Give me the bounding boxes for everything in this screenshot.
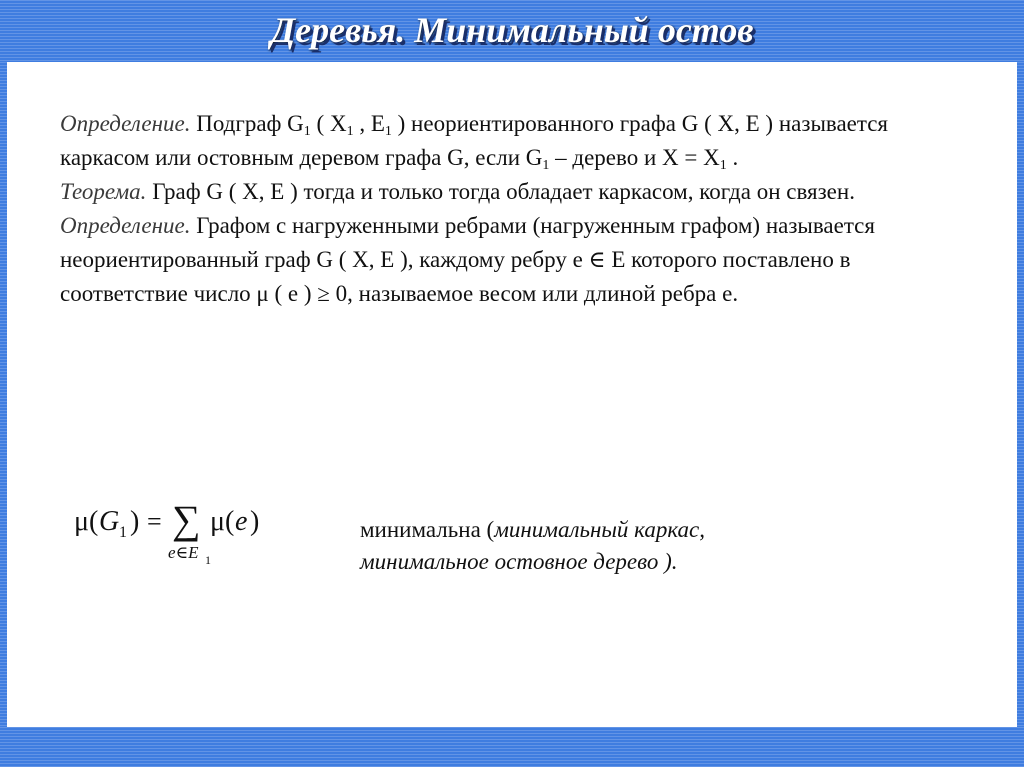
caption-italic-2: минимальное остовное дерево ). [360, 549, 678, 574]
formula-open-paren: ( [225, 506, 235, 537]
theorem-term: Теорема. [60, 179, 147, 204]
formula-caption [360, 514, 920, 578]
theorem-text: Граф G ( X, E ) тогда и только тогда обладает каркасом, когда он связен. [146, 179, 855, 204]
formula-mu: μ [74, 506, 90, 537]
definition-text-part: . [726, 145, 739, 170]
formula-mu: μ [210, 506, 226, 537]
slide-title: Деревья. Минимальный остов [270, 10, 754, 50]
caption-italic-1: минимальный каркас, [494, 517, 706, 542]
definition-text: Графом с нагруженными ребрами (нагруженным графом) называется неориентированный граф G ( X, E ), каждому ребру e ∈ E которого поставлено в соответствие число μ ( e ) ≥ 0, называемое весом или длиной ребра е. [60, 213, 875, 306]
subscript: 1 [346, 124, 354, 139]
right-border [1017, 62, 1024, 727]
left-border [0, 62, 7, 727]
subscript: 1 [719, 158, 727, 173]
definition-text-part: ) неориентированного графа G ( X, E ) называется каркасом или остовным деревом графа G, если G [60, 111, 888, 170]
slide-body [60, 107, 970, 311]
definition-spanning-tree [60, 107, 970, 175]
formula-open-paren: ( [89, 506, 99, 537]
definition-text-part: , E [353, 111, 385, 136]
subscript: 1 [303, 124, 311, 139]
formula-g-subscript: 1 [119, 524, 127, 541]
definition-term: Определение. [60, 111, 191, 136]
formula-close-paren: ) [250, 506, 260, 537]
weight-sum-formula [72, 498, 292, 578]
subscript: 1 [384, 124, 392, 139]
definition-text-part: Подграф G [190, 111, 304, 136]
subscript: 1 [542, 158, 550, 173]
definition-term: Определение. [60, 213, 191, 238]
formula-equals: = [147, 507, 162, 536]
footer-bar [0, 727, 1024, 767]
formula-e: e [235, 506, 248, 537]
definition-text-part: – дерево и X = X [549, 145, 720, 170]
definition-text-part: ( X [310, 111, 347, 136]
formula-sum-sign: ∑ [172, 498, 201, 542]
caption-text: минимальна ( [360, 517, 495, 542]
theorem-connectivity [60, 175, 970, 209]
formula-sum-index-subscript: 1 [205, 553, 211, 567]
formula-g: G [99, 506, 120, 537]
formula-close-paren: ) [130, 506, 140, 537]
formula-sum-index: e∈E [168, 543, 199, 562]
definition-weighted-graph [60, 209, 970, 311]
title-banner [0, 0, 1024, 62]
